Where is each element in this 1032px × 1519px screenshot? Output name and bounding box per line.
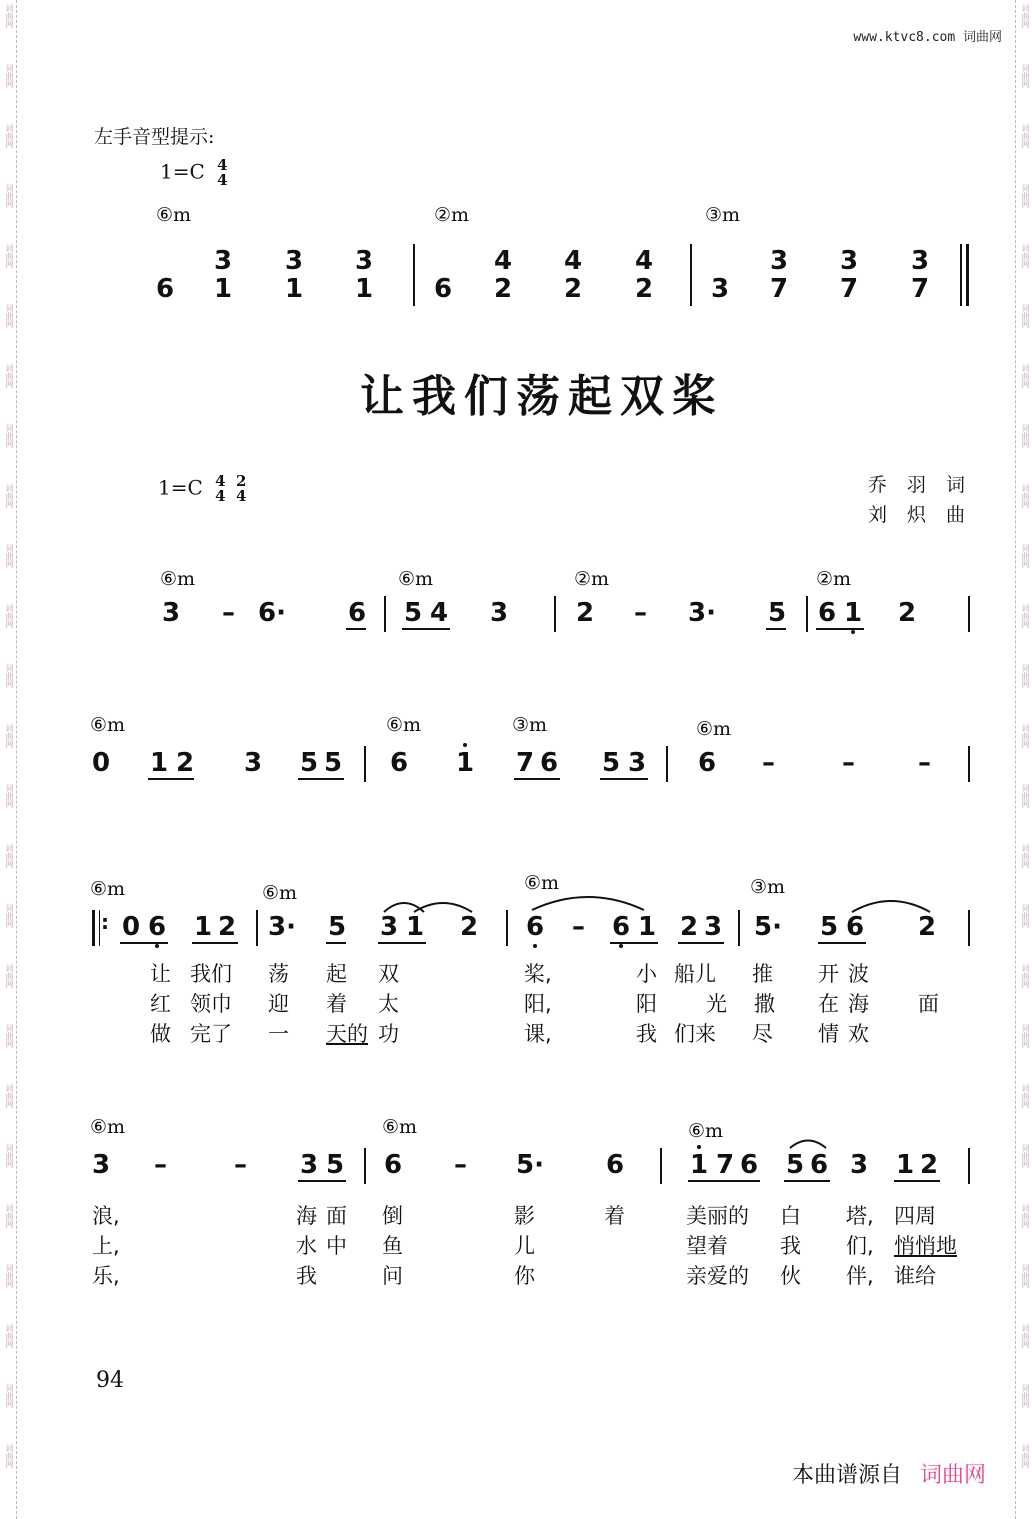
lyricist-credit: 乔羽词	[868, 474, 986, 496]
watermark-text: 词曲网	[5, 1144, 14, 1168]
time2-bottom: 4	[235, 487, 247, 505]
lyric: 着	[604, 1204, 625, 1228]
lyric: 中	[326, 1234, 347, 1258]
watermark-text: 词曲网	[5, 844, 14, 868]
note: 6	[540, 748, 559, 778]
note: 3·	[688, 598, 716, 628]
final-barline	[966, 244, 969, 306]
watermark-text: 词曲网	[5, 1084, 14, 1108]
note: 6	[148, 912, 167, 942]
note: 1	[690, 1150, 709, 1180]
note: 2	[460, 912, 479, 942]
lyric: 荡	[268, 962, 289, 986]
row4-chord-1: ⑥m	[90, 1116, 126, 1138]
beam	[346, 628, 366, 630]
source-credit	[792, 1458, 986, 1489]
lyric: 伴,	[846, 1264, 874, 1288]
barline	[968, 596, 970, 632]
beam	[402, 628, 450, 630]
lyric: 们,	[846, 1234, 874, 1258]
intro-note: 7	[840, 274, 859, 304]
note: 1	[456, 748, 475, 778]
note: –	[842, 748, 855, 778]
note: 5·	[754, 912, 782, 942]
note: 2	[576, 598, 595, 628]
tie	[412, 898, 474, 914]
lyric: 影	[514, 1204, 535, 1228]
note: 3	[704, 912, 723, 942]
row3-chord-2: ⑥m	[262, 882, 298, 904]
row3-chord-3: ⑥m	[524, 872, 560, 894]
beam	[514, 778, 560, 780]
barline	[960, 244, 962, 306]
note: 1	[844, 598, 863, 628]
intro-chord-3: ③m	[705, 204, 741, 226]
barline	[364, 1148, 366, 1184]
lyric: 迎	[268, 992, 289, 1016]
lyric: 撒	[754, 992, 775, 1016]
intro-note: 3	[711, 274, 730, 304]
lyric: 塔,	[846, 1204, 874, 1228]
beam	[326, 942, 346, 944]
lyric: 完了	[190, 1022, 232, 1046]
watermark-text: 词曲网	[5, 604, 14, 628]
lyric: 双	[378, 962, 399, 986]
lyric: 我	[296, 1264, 317, 1288]
lyric: 阳	[636, 992, 657, 1016]
row2-chord-4: ⑥m	[696, 718, 732, 740]
lyric: 望着	[686, 1234, 728, 1258]
watermark-text: 词曲网	[1021, 304, 1030, 328]
lyric: 着	[326, 992, 347, 1016]
note: 6	[612, 912, 631, 942]
source-text: 本曲谱源自	[791, 1463, 902, 1488]
intro-note: 3	[214, 246, 233, 276]
beam	[120, 942, 168, 944]
tie	[530, 892, 646, 912]
note: –	[234, 1150, 247, 1180]
watermark-text: 词曲网	[5, 4, 14, 28]
note: 5	[326, 1150, 345, 1180]
watermark-text: 词曲网	[5, 424, 14, 448]
watermark-text: 词曲网	[1021, 484, 1030, 508]
note: 0	[92, 748, 111, 778]
row1-chord-4: ②m	[816, 568, 852, 590]
watermark-text: 词曲网	[1021, 1024, 1030, 1048]
note: 5	[324, 748, 343, 778]
watermark-text: 词曲网	[1021, 4, 1030, 28]
row3-chord-4: ③m	[750, 876, 786, 898]
note: 2	[918, 912, 937, 942]
note: 6·	[258, 598, 286, 628]
watermark-text: 词曲网	[1021, 184, 1030, 208]
lyric: 悄悄地	[894, 1234, 957, 1258]
lyric: 让	[150, 962, 171, 986]
note: 3	[850, 1150, 869, 1180]
repeat-start-thin	[99, 910, 100, 946]
lyric: 情	[818, 1022, 839, 1046]
note: 2	[176, 748, 195, 778]
note: 5	[404, 598, 423, 628]
note: 1	[638, 912, 657, 942]
note: 6	[526, 912, 545, 942]
watermark-text: 词曲网	[1021, 724, 1030, 748]
note: 6	[698, 748, 717, 778]
intro-note: 3	[285, 246, 304, 276]
watermark-text: 词曲网	[1021, 1204, 1030, 1228]
note: 2	[680, 912, 699, 942]
watermark-text: 词曲网	[5, 1264, 14, 1288]
note: 5	[300, 748, 319, 778]
watermark-text: 词曲网	[1021, 544, 1030, 568]
lyric: 你	[514, 1264, 535, 1288]
watermark-text: 词曲网	[1021, 964, 1030, 988]
left-watermark-strip	[0, 0, 17, 1519]
note: 3	[162, 598, 181, 628]
intro-note: 3	[770, 246, 789, 276]
barline	[506, 910, 508, 946]
lyric: 我	[780, 1234, 801, 1258]
song-key-text: 1=C	[158, 475, 203, 500]
lyric: 做	[150, 1022, 171, 1046]
beam	[148, 778, 194, 780]
barline	[968, 910, 970, 946]
note: –	[918, 748, 931, 778]
watermark-text: 词曲网	[1021, 364, 1030, 388]
intro-note: 2	[564, 274, 583, 304]
repeat-dots: :	[101, 910, 109, 934]
note: 1	[896, 1150, 915, 1180]
lyric: 乐,	[92, 1264, 120, 1288]
note: –	[634, 598, 647, 628]
intro-note: 1	[285, 274, 304, 304]
lyric: 在	[818, 992, 839, 1016]
page-number: 94	[96, 1368, 124, 1393]
lyric: 欢	[848, 1022, 869, 1046]
lyric: 儿	[514, 1234, 535, 1258]
note: 3·	[268, 912, 296, 942]
note: 6	[348, 598, 367, 628]
beam	[688, 1180, 760, 1182]
note: 1	[194, 912, 213, 942]
barline	[968, 1148, 970, 1184]
row4-chord-2: ⑥m	[382, 1116, 418, 1138]
note: 0	[122, 912, 141, 942]
lyric: 开	[818, 962, 839, 986]
beam	[894, 1180, 940, 1182]
watermark-text: 词曲网	[5, 1204, 14, 1228]
note: 5	[786, 1150, 805, 1180]
note: 5·	[516, 1150, 544, 1180]
note: 6	[846, 912, 865, 942]
barline	[666, 746, 668, 782]
lyric: 我们	[190, 962, 232, 986]
watermark-text: 词曲网	[1021, 1324, 1030, 1348]
watermark-text: 词曲网	[5, 1384, 14, 1408]
note: 7	[516, 748, 535, 778]
watermark-text: 词曲网	[1021, 1084, 1030, 1108]
site-url[interactable]: www.ktvc8.com 词曲网	[853, 30, 1002, 45]
watermark-text: 词曲网	[1021, 424, 1030, 448]
note: 1	[150, 748, 169, 778]
lyric: 上,	[92, 1234, 120, 1258]
lyric: 美丽的	[686, 1204, 749, 1228]
song-time-1	[215, 474, 225, 504]
lyric: 们来	[674, 1022, 716, 1046]
row1-chord-1: ⑥m	[160, 568, 196, 590]
lyric: 面	[918, 992, 939, 1016]
intro-chord-2: ②m	[434, 204, 470, 226]
intro-note: 1	[214, 274, 233, 304]
brand-link[interactable]: 词曲网	[919, 1463, 986, 1488]
lyric: 领巾	[190, 992, 232, 1016]
beam	[298, 1180, 346, 1182]
lyric: 光	[706, 992, 727, 1016]
watermark-text: 词曲网	[5, 1444, 14, 1468]
note: 6	[740, 1150, 759, 1180]
note: 5	[602, 748, 621, 778]
note: 2	[898, 598, 917, 628]
lyric: 海	[848, 992, 869, 1016]
intro-note: 4	[494, 246, 513, 276]
row1-chord-3: ②m	[574, 568, 610, 590]
note: 3	[244, 748, 263, 778]
note: 2	[920, 1150, 939, 1180]
watermark-text: 词曲网	[1021, 1384, 1030, 1408]
row1-chord-2: ⑥m	[398, 568, 434, 590]
barline	[968, 746, 970, 782]
intro-note: 4	[635, 246, 654, 276]
lyric: 小	[636, 962, 657, 986]
lyric: 白	[780, 1204, 801, 1228]
watermark-text: 词曲网	[5, 304, 14, 328]
lyric: 亲爱的	[686, 1264, 749, 1288]
intro-note: 2	[635, 274, 654, 304]
note: –	[154, 1150, 167, 1180]
barline	[690, 244, 692, 306]
lyric: 一	[268, 1022, 289, 1046]
song-title: 让我们荡起双桨	[360, 371, 724, 422]
beam	[784, 1180, 830, 1182]
intro-key	[160, 158, 228, 188]
beam	[766, 628, 786, 630]
watermark-text: 词曲网	[5, 1024, 14, 1048]
note: 6	[810, 1150, 829, 1180]
intro-note: 6	[156, 274, 175, 304]
watermark-text: 词曲网	[1021, 664, 1030, 688]
lyric: 面	[326, 1204, 347, 1228]
intro-note: 6	[434, 274, 453, 304]
watermark-text: 词曲网	[1021, 1444, 1030, 1468]
watermark-text: 词曲网	[5, 1324, 14, 1348]
watermark-text: 词曲网	[5, 724, 14, 748]
lyric: 阳,	[524, 992, 552, 1016]
note: 2	[218, 912, 237, 942]
note: 3	[628, 748, 647, 778]
lyric: 浪,	[92, 1204, 120, 1228]
intro-time-bottom: 4	[217, 171, 228, 189]
note: 3	[380, 912, 399, 942]
intro-chord-1: ⑥m	[156, 204, 192, 226]
row2-chord-2: ⑥m	[386, 714, 422, 736]
watermark-text: 词曲网	[1021, 1144, 1030, 1168]
lyric: 课,	[524, 1022, 552, 1046]
lyric: 四周	[894, 1204, 936, 1228]
watermark-text: 词曲网	[1021, 784, 1030, 808]
beam	[600, 778, 648, 780]
intro-note: 3	[840, 246, 859, 276]
intro-note: 7	[770, 274, 789, 304]
note: 6	[818, 598, 837, 628]
note: 3	[490, 598, 509, 628]
lyric: 尽	[752, 1022, 773, 1046]
lyric: 船儿	[674, 962, 716, 986]
lyric: 太	[378, 992, 399, 1016]
lyric: 我	[636, 1022, 657, 1046]
barline	[413, 244, 415, 306]
beam	[298, 778, 344, 780]
lyric: 红	[150, 992, 171, 1016]
lyric: 倒	[382, 1204, 403, 1228]
intro-note: 4	[564, 246, 583, 276]
row2-chord-1: ⑥m	[90, 714, 126, 736]
intro-time-signature	[217, 158, 227, 188]
note: 6	[384, 1150, 403, 1180]
watermark-text: 词曲网	[5, 184, 14, 208]
note: 1	[406, 912, 425, 942]
song-key	[158, 474, 246, 504]
note: 3	[300, 1150, 319, 1180]
watermark-text: 词曲网	[1021, 604, 1030, 628]
repeat-start-thick	[92, 910, 95, 946]
time1-top: 4	[215, 472, 226, 490]
note: 5	[768, 598, 787, 628]
barline	[384, 596, 386, 632]
barline	[554, 596, 556, 632]
lyric: 功	[378, 1022, 399, 1046]
hint-label: 左手音型提示:	[94, 126, 215, 148]
note: 4	[430, 598, 449, 628]
watermark-text: 词曲网	[5, 664, 14, 688]
note: 5	[820, 912, 839, 942]
barline	[738, 910, 740, 946]
note: –	[762, 748, 775, 778]
note: 5	[328, 912, 347, 942]
beam	[610, 942, 658, 944]
watermark-text: 词曲网	[1021, 244, 1030, 268]
note: 6	[606, 1150, 625, 1180]
composer-credit: 刘炽曲	[868, 504, 986, 526]
row4-chord-3: ⑥m	[688, 1120, 724, 1142]
beam	[818, 942, 866, 944]
intro-note: 3	[911, 246, 930, 276]
note: –	[222, 598, 235, 628]
lyric: 海	[296, 1204, 317, 1228]
watermark-text: 词曲网	[5, 964, 14, 988]
watermark-text: 词曲网	[5, 244, 14, 268]
note: –	[572, 912, 585, 942]
song-time-2	[236, 474, 246, 504]
watermark-text: 词曲网	[1021, 844, 1030, 868]
intro-key-text: 1=C	[160, 159, 205, 184]
right-watermark-strip	[1015, 0, 1032, 1519]
watermark-text: 词曲网	[5, 784, 14, 808]
intro-note: 7	[911, 274, 930, 304]
note: 3	[92, 1150, 111, 1180]
lyric: 谁给	[894, 1264, 936, 1288]
watermark-text: 词曲网	[1021, 904, 1030, 928]
intro-note: 3	[355, 246, 374, 276]
watermark-text: 词曲网	[5, 64, 14, 88]
barline	[256, 910, 258, 946]
barline	[806, 596, 808, 632]
time2-top: 2	[235, 472, 247, 490]
beam	[678, 942, 724, 944]
time1-bottom: 4	[215, 487, 226, 505]
note: –	[454, 1150, 467, 1180]
note: 6	[390, 748, 409, 778]
lyric: 推	[752, 962, 773, 986]
watermark-text: 词曲网	[1021, 124, 1030, 148]
lyric: 伙	[780, 1264, 801, 1288]
row3-chord-1: ⑥m	[90, 878, 126, 900]
intro-time-top: 4	[217, 156, 228, 174]
slur	[788, 1136, 828, 1150]
intro-note: 1	[355, 274, 374, 304]
lyric: 起	[326, 962, 347, 986]
watermark-text: 词曲网	[5, 124, 14, 148]
watermark-text: 词曲网	[5, 364, 14, 388]
lyric: 问	[382, 1264, 403, 1288]
lyric: 波	[848, 962, 869, 986]
intro-note: 2	[494, 274, 513, 304]
barline	[660, 1148, 662, 1184]
beam	[192, 942, 238, 944]
watermark-text: 词曲网	[1021, 1264, 1030, 1288]
watermark-text: 词曲网	[5, 544, 14, 568]
lyric: 天的	[326, 1022, 368, 1046]
lyric: 水	[296, 1234, 317, 1258]
row2-chord-3: ③m	[512, 714, 548, 736]
watermark-text: 词曲网	[5, 484, 14, 508]
beam	[378, 942, 426, 944]
lyric: 桨,	[524, 962, 552, 986]
lyric: 鱼	[382, 1234, 403, 1258]
barline	[364, 746, 366, 782]
watermark-text: 词曲网	[1021, 64, 1030, 88]
watermark-text: 词曲网	[5, 904, 14, 928]
beam	[816, 628, 864, 630]
note: 7	[716, 1150, 735, 1180]
